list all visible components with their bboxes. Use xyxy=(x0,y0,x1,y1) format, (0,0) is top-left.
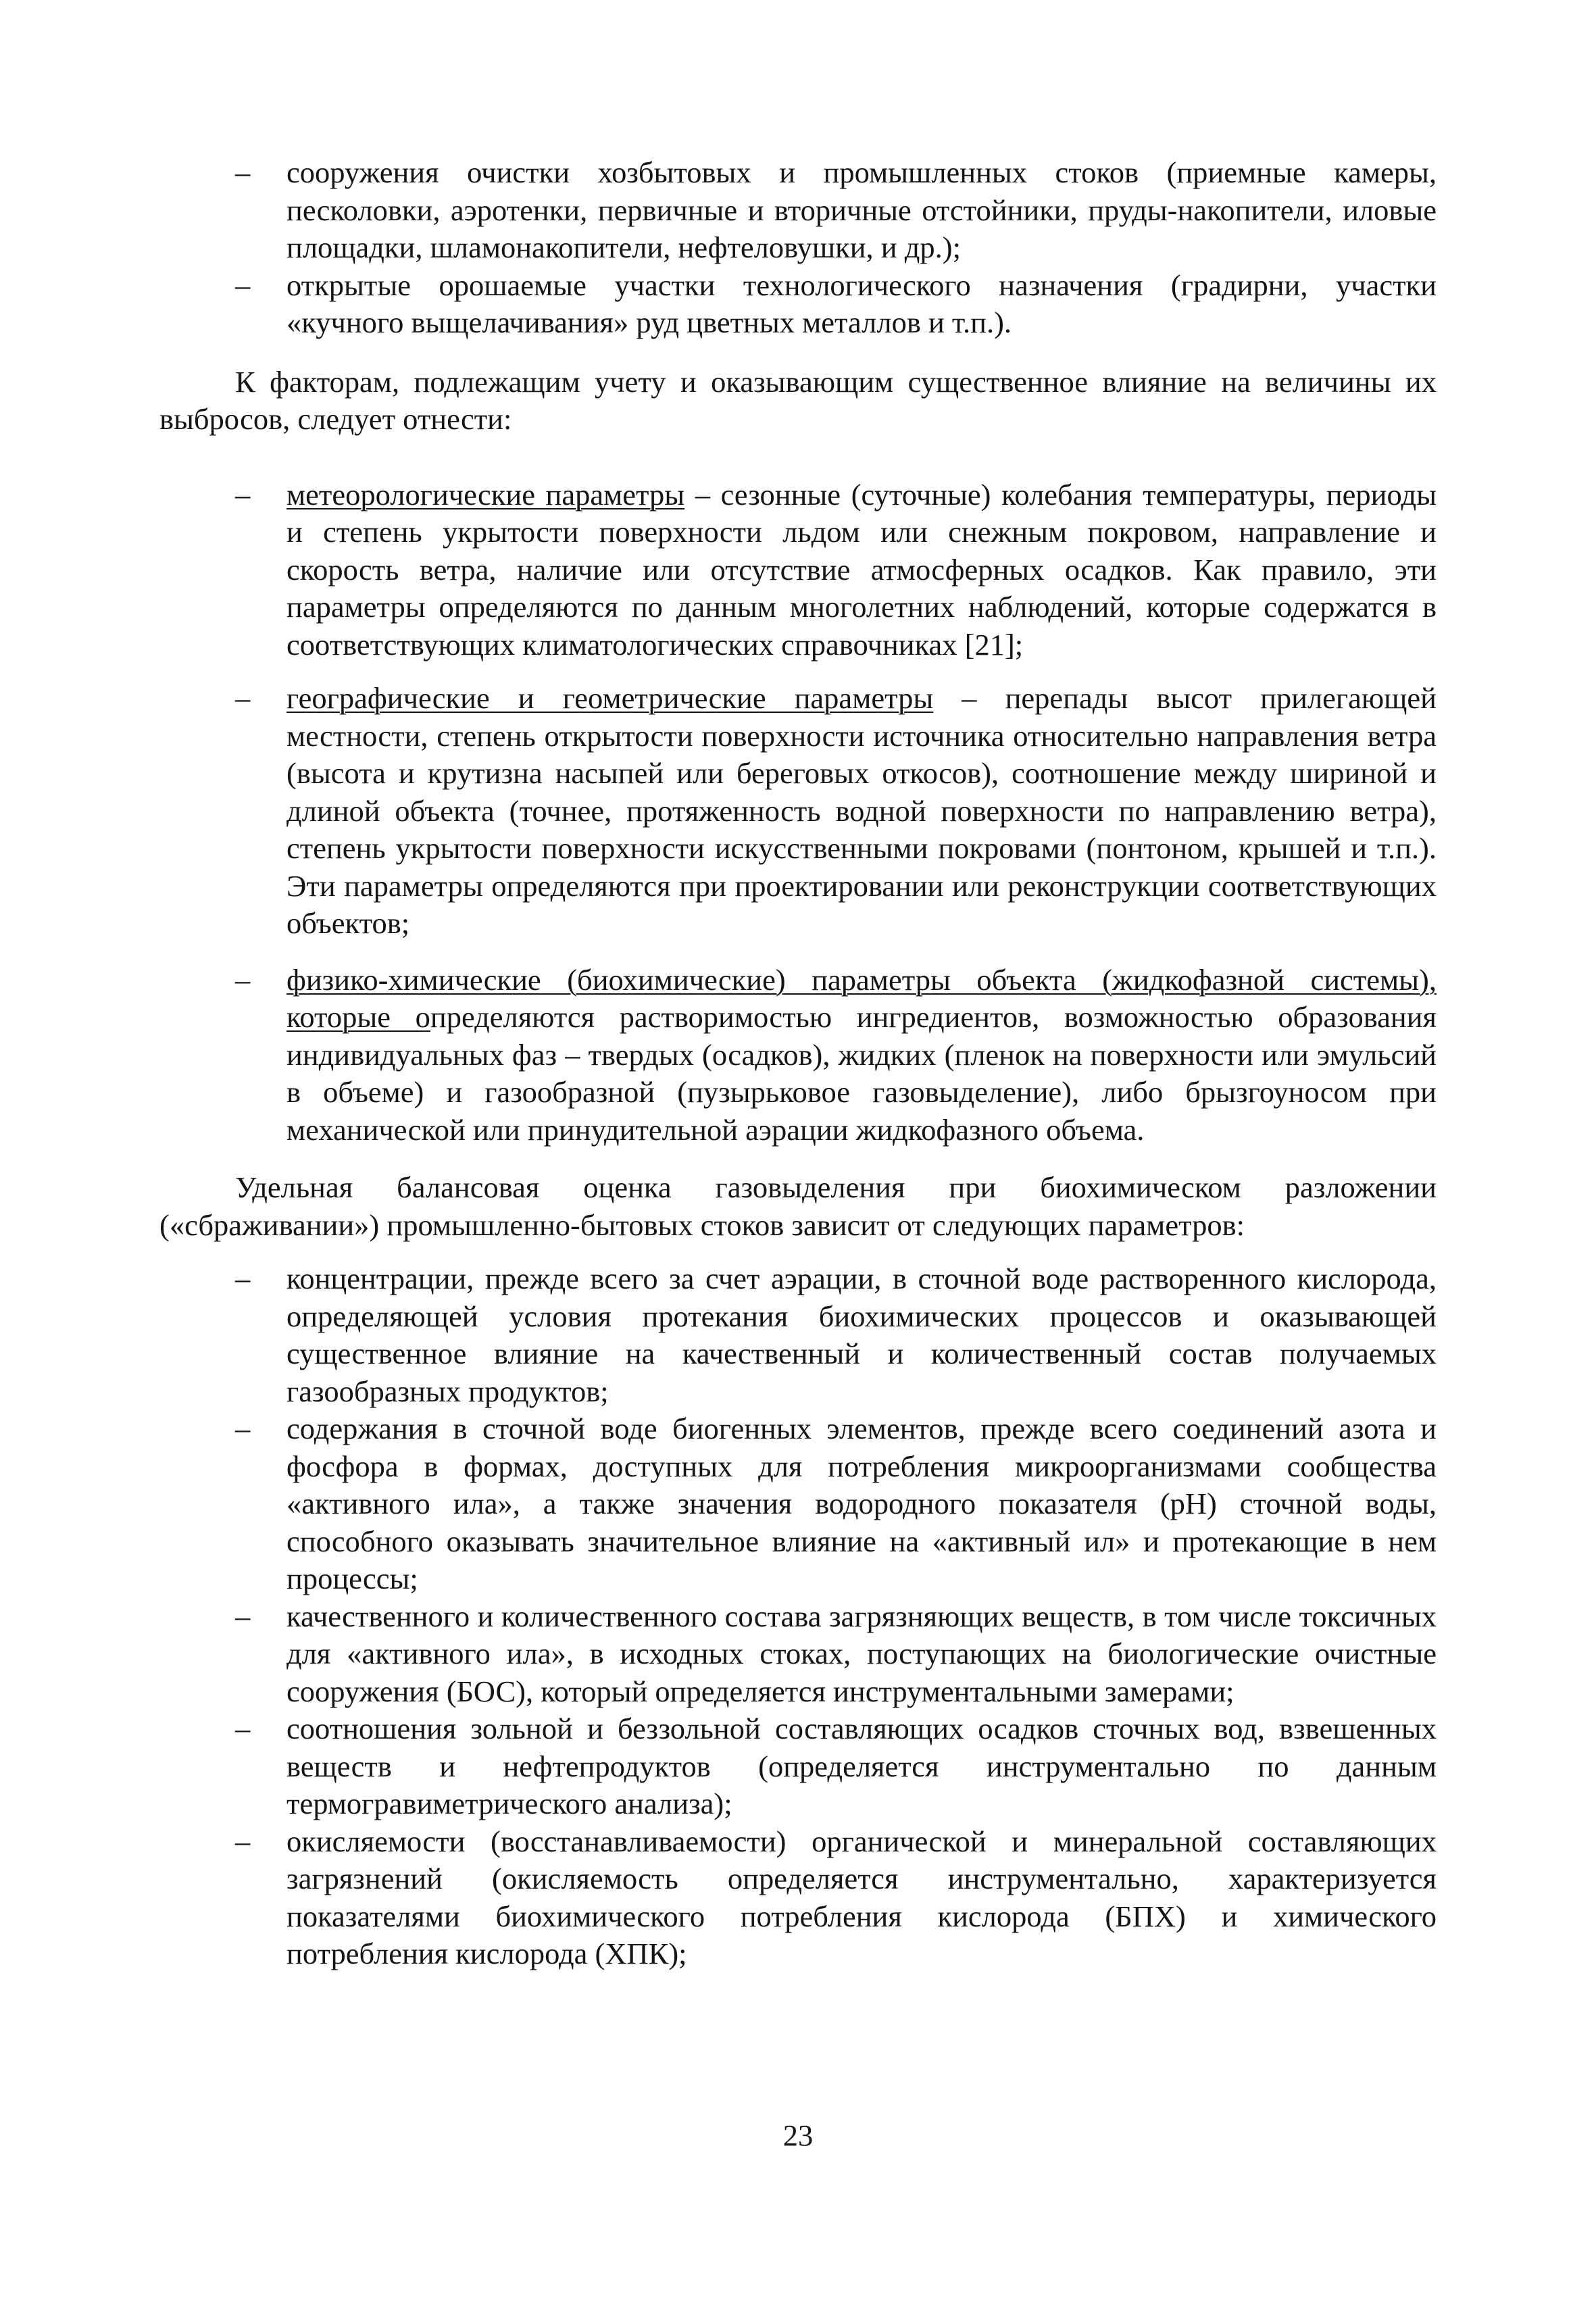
list-dash: – xyxy=(235,1712,251,1745)
list-item-text: открытые орошаемые участки технологического назначения (градирни, участки «кучного выщелачивания» руд цветных металлов и т.п.). xyxy=(286,268,1437,339)
list-item-text: соотношения зольной и беззольной составляющих осадков сточных вод, взвешенных веществ и нефтепродуктов (определяется инструментально по данным термогравиметрического анализа); xyxy=(286,1712,1437,1820)
list-item xyxy=(159,1260,1437,1410)
factors-intro-paragraph: К факторам, подлежащим учету и оказывающим существенное влияние на величины их выбросов, следует отнести: xyxy=(159,364,1437,436)
list-item xyxy=(159,154,1437,267)
factor-term: физико-химические (биохимические) параметры объекта (жидкофазной системы), которые о xyxy=(286,962,1437,1034)
list-item-text: окисляемости (восстанавливаемости) органической и минеральной составляющих загрязнений (окисляемость определяется инструментально, характеризуется показателями биохимического потребления кислорода (БПХ) и химического потребления кислорода (ХПК); xyxy=(286,1824,1437,1970)
list-dash: – xyxy=(235,1412,251,1445)
parameters-list xyxy=(159,1260,1437,1973)
list-item xyxy=(159,1823,1437,1973)
page-body xyxy=(159,154,1437,1973)
list-dash: – xyxy=(235,268,251,302)
list-dash: – xyxy=(235,962,251,997)
list-dash: – xyxy=(235,155,251,189)
facilities-list xyxy=(159,154,1437,342)
list-item-text: содержания в сточной воде биогенных элементов, прежде всего соединений азота и фосфора в формах, доступных для потребления микроорганизмами сообщества «активного ила», а также значения водородного показателя (рН) сточной воды, способного оказывать значительное влияние на «активный ил» и протекающие в нем процессы; xyxy=(286,1412,1437,1595)
list-item xyxy=(159,1598,1437,1711)
page-number: 23 xyxy=(782,2118,814,2152)
factor-description: – сезонные (суточные) колебания температуры, периоды и степень укрытости поверхности льдом или снежным покровом, направление и скорость ветра, наличие или отсутствие атмосферных осадков. Как правило, эти параметры определяются по данным многолетних наблюдений, которые содержатся в соответствующих климатологических справочниках [21]; xyxy=(286,477,1437,662)
list-item xyxy=(159,1410,1437,1598)
list-item-physicochemical xyxy=(159,962,1437,1149)
factor-term: географические и геометрические параметры xyxy=(286,681,934,715)
list-item xyxy=(159,1710,1437,1823)
factor-description: – перепады высот прилегающей местности, степень открытости поверхности источника относительно направления ветра (высота и крутизна насыпей или береговых откосов), соотношение между шириной и длиной объекта (точнее, протяженность водной поверхности по направлению ветра), степень укрытости поверхности искусственными покровами (понтоном, крышей и т.п.). Эти параметры определяются при проектировании или реконструкции соответствующих объектов; xyxy=(286,681,1437,940)
list-dash: – xyxy=(235,1262,251,1295)
list-item-geographic xyxy=(159,680,1437,943)
list-item xyxy=(159,267,1437,342)
factor-term: метеорологические параметры xyxy=(286,477,685,512)
factor-description: пределяются растворимостью ингредиентов, возможностью образования индивидуальных фаз – твердых (осадков), жидких (пленок на поверхности или эмульсий в объеме) и газообразной (пузырьковое газовыделение), либо брызгоуносом при механической или принудительной аэрации жидкофазного объема. xyxy=(286,1000,1437,1147)
list-item-meteorological xyxy=(159,476,1437,664)
balance-intro-paragraph: Удельная балансовая оценка газовыделения при биохимическом разложении («сбраживании») промышленно-бытовых стоков зависит от следующих параметров: xyxy=(159,1170,1437,1242)
list-dash: – xyxy=(235,1599,251,1633)
list-item-text: качественного и количественного состава загрязняющих веществ, в том числе токсичных для «активного ила», в исходных стоках, поступающих на биологические очистные сооружения (БОС), который определяется инструментальными замерами; xyxy=(286,1599,1437,1708)
factors-list xyxy=(159,476,1437,1149)
list-item-text: сооружения очистки хозбытовых и промышленных стоков (приемные камеры, песколовки, аэротенки, первичные и вторичные отстойники, пруды-накопители, иловые площадки, шламонакопители, нефтеловушки, и др.); xyxy=(286,155,1437,264)
list-dash: – xyxy=(235,681,251,715)
list-dash: – xyxy=(235,477,251,512)
list-item-text: концентрации, прежде всего за счет аэрации, в сточной воде растворенного кислорода, определяющей условия протекания биохимических процессов и оказывающей существенное влияние на качественный и количественный состав получаемых газообразных продуктов; xyxy=(286,1262,1437,1408)
list-dash: – xyxy=(235,1824,251,1858)
